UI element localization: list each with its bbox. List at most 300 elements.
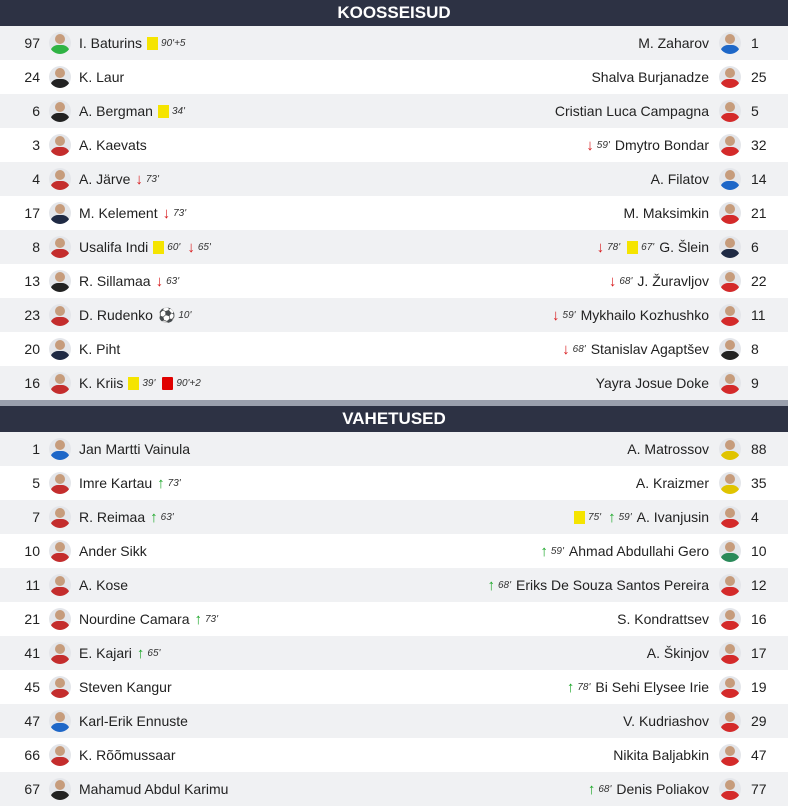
in-event — [137, 645, 161, 662]
avatar-face — [55, 542, 65, 552]
player-avatar — [719, 270, 741, 292]
avatar-face — [55, 306, 65, 316]
avatar-face — [55, 102, 65, 112]
home-player-name[interactable]: Ander Sikk — [79, 543, 147, 559]
home-player-name[interactable]: A. Kose — [79, 577, 129, 593]
player-avatar — [49, 574, 71, 596]
home-player-name[interactable]: A. Bergman — [79, 103, 153, 119]
yellow-card-icon — [574, 511, 585, 524]
sub-in-arrow-icon: ↑ — [150, 508, 158, 526]
event-minute: 65' — [147, 647, 161, 659]
red-event — [162, 377, 200, 390]
home-player-name[interactable]: A. Kaevats — [79, 137, 147, 153]
avatar-shirt — [50, 113, 70, 122]
home-shirt-number: 20 — [24, 341, 40, 357]
lineup-row — [0, 500, 788, 534]
sub-in-arrow-icon: ↑ — [540, 542, 548, 560]
lineup-row — [0, 772, 788, 806]
away-shirt-number: 1 — [751, 35, 759, 51]
sub-in-arrow-icon: ↑ — [157, 474, 165, 492]
event-minute: 73' — [145, 173, 159, 185]
avatar-face — [725, 374, 735, 384]
avatar-shirt — [720, 45, 740, 54]
player-avatar — [49, 778, 71, 800]
away-shirt-number: 47 — [751, 747, 767, 763]
event-minute: 59' — [618, 511, 632, 523]
away-player[interactable] — [627, 432, 709, 466]
sub-in-arrow-icon: ↑ — [487, 576, 495, 594]
in-event — [195, 611, 219, 628]
player-avatar — [719, 100, 741, 122]
yellow-event — [153, 241, 180, 254]
avatar-face — [55, 136, 65, 146]
home-player[interactable] — [79, 94, 187, 128]
event-minute: 63' — [166, 275, 180, 287]
out-event — [187, 239, 211, 256]
lineup-row — [0, 432, 788, 466]
player-avatar — [49, 676, 71, 698]
away-shirt-number: 9 — [751, 375, 759, 391]
away-player-name[interactable]: V. Kudriashov — [623, 713, 709, 729]
away-shirt-number: 17 — [751, 645, 767, 661]
home-shirt-number: 6 — [32, 103, 40, 119]
away-shirt-number: 11 — [751, 307, 766, 323]
avatar-shirt — [720, 317, 740, 326]
away-shirt-number: 88 — [751, 441, 767, 457]
home-player-name[interactable]: K. Rõõmussaar — [79, 747, 176, 763]
sub-out-arrow-icon: ↓ — [608, 272, 617, 290]
player-avatar — [719, 540, 741, 562]
in-event — [567, 679, 591, 696]
home-player-name[interactable]: M. Kelement — [79, 205, 158, 221]
away-player-name[interactable]: A. Kraizmer — [635, 475, 709, 491]
home-player[interactable] — [79, 128, 147, 162]
out-event — [135, 171, 159, 188]
home-player[interactable] — [79, 670, 172, 704]
avatar-shirt — [50, 283, 70, 292]
yellow-card-icon — [627, 241, 638, 254]
home-player[interactable] — [79, 738, 175, 772]
avatar-shirt — [720, 451, 740, 460]
away-player[interactable] — [607, 264, 709, 298]
player-avatar — [49, 202, 71, 224]
home-shirt-number: 13 — [24, 273, 40, 289]
away-player[interactable] — [572, 500, 709, 534]
event-minute: 59' — [550, 545, 564, 557]
home-player-name[interactable]: Imre Kartau — [79, 475, 153, 491]
away-player-name[interactable]: Mykhailo Kozhushko — [580, 307, 709, 323]
away-player-name[interactable]: Yayra Josue Doke — [595, 375, 709, 391]
away-player[interactable] — [596, 366, 709, 400]
home-player-name[interactable]: Steven Kangur — [79, 679, 172, 695]
section-header: VAHETUSED — [0, 406, 788, 432]
avatar-shirt — [720, 723, 740, 732]
away-player-name[interactable]: Shalva Burjanadze — [591, 69, 709, 85]
avatar-shirt — [50, 553, 70, 562]
avatar-face — [55, 204, 65, 214]
player-avatar — [719, 32, 741, 54]
yellow-event — [158, 105, 185, 118]
home-player-name[interactable]: Mahamud Abdul Karimu — [79, 781, 229, 797]
avatar-shirt — [50, 655, 70, 664]
home-shirt-number: 23 — [24, 307, 40, 323]
player-avatar — [719, 304, 741, 326]
yellow-card-icon — [147, 37, 158, 50]
player-avatar — [49, 168, 71, 190]
lineup-row — [0, 670, 788, 704]
home-player[interactable] — [79, 432, 190, 466]
home-player[interactable] — [79, 568, 128, 602]
out-event — [552, 307, 576, 324]
away-player[interactable] — [555, 94, 709, 128]
away-player[interactable] — [617, 602, 709, 636]
player-avatar — [719, 778, 741, 800]
lineup-row — [0, 332, 788, 366]
home-shirt-number: 67 — [24, 781, 40, 797]
home-player-name[interactable]: R. Reimaa — [79, 509, 146, 525]
player-avatar — [49, 304, 71, 326]
player-avatar — [719, 372, 741, 394]
away-player[interactable] — [595, 230, 709, 264]
avatar-shirt — [720, 485, 740, 494]
lineup-row — [0, 298, 788, 332]
avatar-face — [55, 34, 65, 44]
lineup-row — [0, 366, 788, 400]
away-shirt-number: 21 — [751, 205, 767, 221]
player-avatar — [49, 642, 71, 664]
avatar-face — [725, 678, 735, 688]
home-player-name[interactable]: Nourdine Camara — [79, 611, 190, 627]
event-minute: 78' — [607, 241, 621, 253]
lineup-row — [0, 26, 788, 60]
player-avatar — [49, 134, 71, 156]
lineup-row — [0, 196, 788, 230]
out-event — [156, 273, 180, 290]
player-avatar — [49, 540, 71, 562]
away-player-name[interactable]: A. Ivanjusin — [636, 509, 709, 525]
avatar-face — [55, 508, 65, 518]
in-event — [608, 509, 632, 526]
away-player-name[interactable]: J. Žuravljov — [637, 273, 709, 289]
player-avatar — [49, 744, 71, 766]
avatar-face — [55, 610, 65, 620]
home-player-name[interactable]: Jan Martti Vainula — [79, 441, 191, 457]
away-player[interactable] — [560, 332, 709, 366]
home-player[interactable] — [79, 602, 220, 636]
home-shirt-number: 16 — [24, 375, 40, 391]
away-player-name[interactable]: Eriks De Souza Santos Pereira — [516, 577, 709, 593]
away-player[interactable] — [623, 704, 709, 738]
avatar-face — [725, 272, 735, 282]
player-avatar — [719, 438, 741, 460]
sub-in-arrow-icon: ↑ — [136, 644, 145, 662]
away-player[interactable] — [586, 772, 709, 806]
event-minute: 68' — [598, 783, 612, 795]
sub-out-arrow-icon: ↓ — [596, 238, 605, 256]
sub-out-arrow-icon: ↓ — [586, 136, 594, 154]
yellow-event — [574, 511, 601, 524]
yellow-event — [627, 241, 654, 254]
player-avatar — [49, 608, 71, 630]
player-avatar — [49, 270, 71, 292]
avatar-face — [725, 542, 735, 552]
avatar-face — [55, 68, 65, 78]
avatar-face — [55, 374, 65, 384]
avatar-face — [725, 170, 735, 180]
player-avatar — [719, 608, 741, 630]
avatar-shirt — [50, 147, 70, 156]
player-avatar — [719, 710, 741, 732]
avatar-face — [725, 576, 735, 586]
event-minute: 73' — [173, 207, 187, 219]
away-shirt-number: 6 — [751, 239, 759, 255]
avatar-shirt — [50, 249, 70, 258]
home-shirt-number: 8 — [32, 239, 40, 255]
away-player[interactable] — [638, 26, 709, 60]
away-player-name[interactable]: Dmytro Bondar — [614, 137, 709, 153]
avatar-face — [725, 610, 735, 620]
home-player[interactable] — [79, 636, 162, 670]
avatar-shirt — [50, 317, 70, 326]
away-shirt-number: 16 — [751, 611, 767, 627]
player-avatar — [49, 236, 71, 258]
avatar-face — [725, 306, 735, 316]
away-player-name[interactable]: Bi Sehi Elysee Irie — [595, 679, 709, 695]
away-player-name[interactable]: S. Kondrattsev — [617, 611, 709, 627]
avatar-shirt — [720, 655, 740, 664]
home-shirt-number: 45 — [24, 679, 40, 695]
avatar-face — [725, 34, 735, 44]
sub-out-arrow-icon: ↓ — [562, 340, 570, 358]
event-minute: 59' — [562, 309, 576, 321]
in-event — [487, 577, 511, 594]
player-avatar — [719, 236, 741, 258]
lineup-row — [0, 162, 788, 196]
avatar-face — [725, 712, 735, 722]
home-player[interactable] — [79, 298, 193, 332]
avatar-face — [725, 780, 735, 790]
yellow-card-icon — [153, 241, 164, 254]
away-player-name[interactable]: M. Zaharov — [638, 35, 709, 51]
away-shirt-number: 19 — [751, 679, 767, 695]
avatar-face — [55, 238, 65, 248]
player-avatar — [49, 100, 71, 122]
home-player[interactable] — [79, 26, 187, 60]
away-player[interactable] — [538, 534, 709, 568]
away-player[interactable] — [550, 298, 709, 332]
home-player-name[interactable]: K. Kriis — [79, 375, 124, 391]
away-player[interactable] — [485, 568, 709, 602]
avatar-face — [725, 746, 735, 756]
home-shirt-number: 24 — [24, 69, 40, 85]
lineup-row — [0, 568, 788, 602]
event-minute: 90'+2 — [176, 377, 201, 389]
avatar-shirt — [720, 621, 740, 630]
home-shirt-number: 11 — [25, 577, 40, 593]
away-shirt-number: 12 — [751, 577, 767, 593]
away-player-name[interactable]: A. Filatov — [650, 171, 709, 187]
home-player-name[interactable]: R. Sillamaa — [79, 273, 151, 289]
avatar-shirt — [50, 587, 70, 596]
avatar-face — [725, 474, 735, 484]
event-minute: 63' — [160, 511, 174, 523]
away-player[interactable] — [565, 670, 709, 704]
home-shirt-number: 97 — [24, 35, 40, 51]
away-player[interactable] — [651, 162, 709, 196]
home-player[interactable] — [79, 230, 213, 264]
player-avatar — [719, 66, 741, 88]
avatar-shirt — [50, 451, 70, 460]
lineup-row — [0, 738, 788, 772]
away-player[interactable] — [636, 466, 709, 500]
avatar-face — [55, 170, 65, 180]
home-player[interactable] — [79, 466, 183, 500]
home-player-name[interactable]: K. Laur — [79, 69, 125, 85]
player-avatar — [49, 66, 71, 88]
event-minute: 75' — [588, 511, 602, 523]
away-player-name[interactable]: Denis Poliakov — [616, 781, 709, 797]
avatar-shirt — [50, 621, 70, 630]
away-shirt-number: 8 — [751, 341, 759, 357]
out-event — [586, 137, 610, 154]
event-minute: 60' — [167, 241, 181, 253]
home-player-name[interactable]: Usalifa Indi — [79, 239, 149, 255]
home-player-name[interactable]: D. Rudenko — [79, 307, 153, 323]
home-player[interactable] — [79, 500, 176, 534]
avatar-face — [55, 340, 65, 350]
away-player-name[interactable]: M. Maksimkin — [623, 205, 709, 221]
avatar-shirt — [50, 757, 70, 766]
avatar-face — [725, 136, 735, 146]
event-minute: 34' — [171, 105, 185, 117]
home-player-name[interactable]: Karl-Erik Ennuste — [79, 713, 188, 729]
avatar-shirt — [50, 485, 70, 494]
player-avatar — [49, 32, 71, 54]
sub-in-arrow-icon: ↑ — [566, 678, 575, 696]
sub-out-arrow-icon: ↓ — [187, 238, 195, 256]
home-shirt-number: 66 — [24, 747, 40, 763]
away-player-name[interactable]: Nikita Baljabkin — [613, 747, 709, 763]
home-player[interactable] — [79, 534, 147, 568]
home-player[interactable] — [79, 60, 124, 94]
player-avatar — [719, 472, 741, 494]
away-player-name[interactable]: A. Matrossov — [627, 441, 709, 457]
player-avatar — [719, 506, 741, 528]
home-player[interactable] — [79, 264, 181, 298]
avatar-shirt — [50, 45, 70, 54]
home-player[interactable] — [79, 772, 228, 806]
avatar-shirt — [720, 587, 740, 596]
event-minute: 78' — [577, 681, 591, 693]
avatar-face — [55, 440, 65, 450]
home-player-name[interactable]: A. Järve — [79, 171, 131, 187]
home-shirt-number: 47 — [24, 713, 40, 729]
home-player-name[interactable]: K. Piht — [79, 341, 121, 357]
away-player[interactable] — [591, 60, 709, 94]
avatar-face — [55, 576, 65, 586]
away-shirt-number: 25 — [751, 69, 767, 85]
in-event — [540, 543, 564, 560]
home-player-name[interactable]: I. Baturins — [79, 35, 143, 51]
lineup-row — [0, 466, 788, 500]
avatar-shirt — [720, 553, 740, 562]
away-player-name[interactable]: A. Škinjov — [646, 645, 709, 661]
player-avatar — [719, 676, 741, 698]
away-player-name[interactable]: Ahmad Abdullahi Gero — [568, 543, 709, 559]
home-shirt-number: 21 — [24, 611, 40, 627]
home-player-name[interactable]: E. Kajari — [79, 645, 132, 661]
away-player-name[interactable]: G. Šlein — [659, 239, 709, 255]
away-shirt-number: 32 — [751, 137, 767, 153]
player-avatar — [49, 372, 71, 394]
away-shirt-number: 5 — [751, 103, 759, 119]
away-player-name[interactable]: Cristian Luca Campagna — [554, 103, 709, 119]
event-minute: 10' — [178, 309, 192, 321]
player-avatar — [719, 168, 741, 190]
lineup-row — [0, 636, 788, 670]
home-player[interactable] — [79, 366, 203, 400]
avatar-shirt — [720, 215, 740, 224]
avatar-shirt — [50, 689, 70, 698]
lineup-row — [0, 264, 788, 298]
avatar-shirt — [720, 519, 740, 528]
home-player[interactable] — [79, 704, 188, 738]
away-shirt-number: 4 — [751, 509, 759, 525]
yellow-event — [128, 377, 155, 390]
lineup-row — [0, 534, 788, 568]
avatar-shirt — [50, 215, 70, 224]
event-minute: 68' — [497, 579, 512, 591]
sub-out-arrow-icon: ↓ — [552, 306, 560, 324]
away-player-name[interactable]: Stanislav Agaptšev — [590, 341, 709, 357]
avatar-shirt — [720, 79, 740, 88]
event-minute: 90'+5 — [161, 37, 186, 49]
out-event — [562, 341, 586, 358]
lineup-row — [0, 60, 788, 94]
avatar-shirt — [50, 723, 70, 732]
event-minute: 73' — [167, 477, 181, 489]
home-player[interactable] — [79, 196, 188, 230]
avatar-face — [55, 712, 65, 722]
avatar-shirt — [720, 757, 740, 766]
away-shirt-number: 77 — [751, 781, 767, 797]
player-avatar — [49, 506, 71, 528]
sub-out-arrow-icon: ↓ — [135, 170, 143, 188]
event-minute: 39' — [142, 377, 156, 389]
away-player[interactable] — [584, 128, 709, 162]
home-player[interactable] — [79, 162, 161, 196]
home-shirt-number: 17 — [24, 205, 40, 221]
sub-out-arrow-icon: ↓ — [162, 204, 171, 222]
avatar-shirt — [50, 351, 70, 360]
avatar-shirt — [720, 181, 740, 190]
section-header: KOOSSEISUD — [0, 0, 788, 26]
avatar-face — [725, 204, 735, 214]
avatar-face — [725, 102, 735, 112]
avatar-shirt — [720, 689, 740, 698]
away-player[interactable] — [623, 196, 709, 230]
away-player[interactable] — [647, 636, 709, 670]
avatar-face — [725, 644, 735, 654]
home-shirt-number: 3 — [32, 137, 40, 153]
home-player[interactable] — [79, 332, 120, 366]
away-player[interactable] — [613, 738, 709, 772]
avatar-shirt — [720, 113, 740, 122]
avatar-face — [55, 678, 65, 688]
event-minute: 68' — [572, 343, 586, 355]
avatar-face — [725, 238, 735, 248]
avatar-shirt — [720, 147, 740, 156]
